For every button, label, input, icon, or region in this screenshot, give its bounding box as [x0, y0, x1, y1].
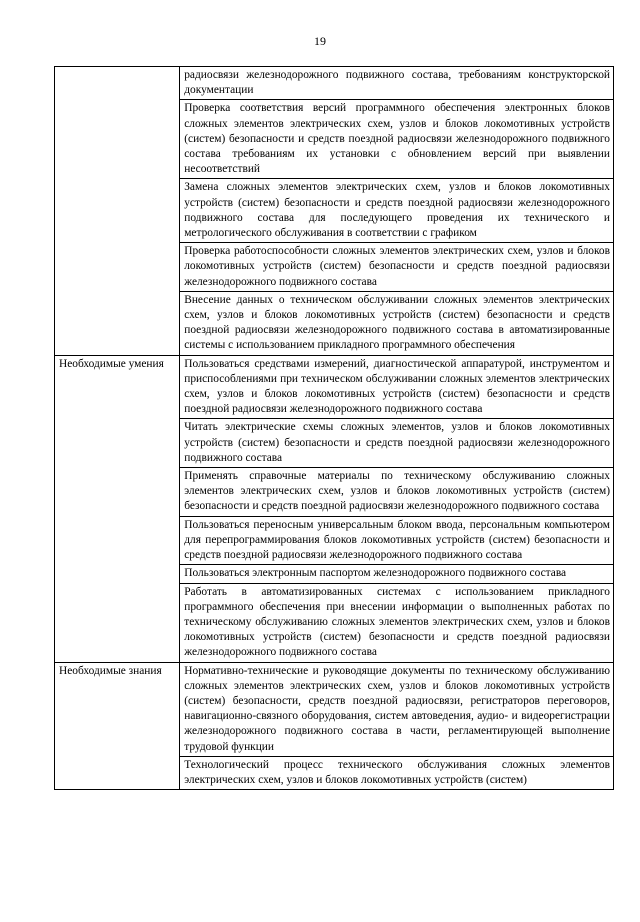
table-cell: Технологический процесс технического обслуживания сложных элементов электрических схем, узлов и блоков локомотивных устройств (систем)	[180, 756, 614, 789]
table-cell: Нормативно-технические и руководящие документы по техническому обслуживанию сложных элементов электрических схем, узлов и блоков локомотивных устройств (систем) безопасности, средств поездной радиосвязи, регистраторов переговоров, навигационно-связного оборудования, систем автоведения, аудио- и видеорегистрации железнодорожного подвижного состава в части, регламентирующей выполнение трудовой функции	[180, 662, 614, 756]
table-row	[55, 67, 614, 100]
requirements-table	[54, 66, 614, 790]
table-row	[55, 355, 614, 419]
row-label-knowledge: Необходимые знания	[55, 662, 180, 790]
table-cell: Применять справочные материалы по техническому обслуживанию сложных элементов электрических схем, узлов и блоков локомотивных устройств (систем) безопасности и средств поездной радиосвязи железнодорожного подвижного состава	[180, 468, 614, 517]
table-cell: радиосвязи железнодорожного подвижного состава, требованиям конструкторской документации	[180, 67, 614, 100]
table-cell: Внесение данных о техническом обслуживании сложных элементов электрических схем, узлов и блоков локомотивных устройств (систем) безопасности и средств поездной радиосвязи железнодорожного подвижного состава в автоматизированные системы с использованием прикладного программного обеспечения	[180, 291, 614, 355]
table-cell: Замена сложных элементов электрических схем, узлов и блоков локомотивных устройств (систем) безопасности и средств поездной радиосвязи железнодорожного подвижного состава для последующего проведения их технического и метрологического обслуживания в соответствии с графиком	[180, 179, 614, 243]
table-cell: Пользоваться переносным универсальным блоком ввода, персональным компьютером для перепрограммирования блоков локомотивных устройств (систем) безопасности и средств поездной радиосвязи железнодорожного подвижного состава	[180, 516, 614, 565]
table-cell: Пользоваться электронным паспортом железнодорожного подвижного состава	[180, 565, 614, 583]
table-cell: Работать в автоматизированных системах с использованием прикладного программного обеспечения при внесении информации о выполненных работах по техническому обслуживанию сложных элементов электрических схем, узлов и блоков локомотивных устройств (систем) безопасности и средств поездной радиосвязи железнодорожного подвижного состава	[180, 583, 614, 662]
row-label-skills: Необходимые умения	[55, 355, 180, 662]
table-cell: Читать электрические схемы сложных элементов, узлов и блоков локомотивных устройств (систем) безопасности и средств поездной радиосвязи железнодорожного подвижного состава	[180, 419, 614, 468]
table-cell: Проверка соответствия версий программного обеспечения электронных блоков сложных элементов электрических схем, узлов и блоков локомотивных устройств (систем) безопасности и средств поездной радиосвязи железнодорожного подвижного состава требованиям их установки с обновлением версий при выявлении несоответствий	[180, 100, 614, 179]
table-cell: Проверка работоспособности сложных элементов электрических схем, узлов и блоков локомотивных устройств (систем) безопасности и средств поездной радиосвязи железнодорожного подвижного состава	[180, 243, 614, 292]
table-row	[55, 662, 614, 756]
row-label-continued	[55, 67, 180, 356]
table-cell: Пользоваться средствами измерений, диагностической аппаратурой, инструментом и приспособлениями при техническом обслуживании сложных элементов электрических схем, узлов и блоков локомотивных устройств (систем) безопасности и средств поездной радиосвязи железнодорожного подвижного состава	[180, 355, 614, 419]
page-number: 19	[314, 34, 326, 48]
